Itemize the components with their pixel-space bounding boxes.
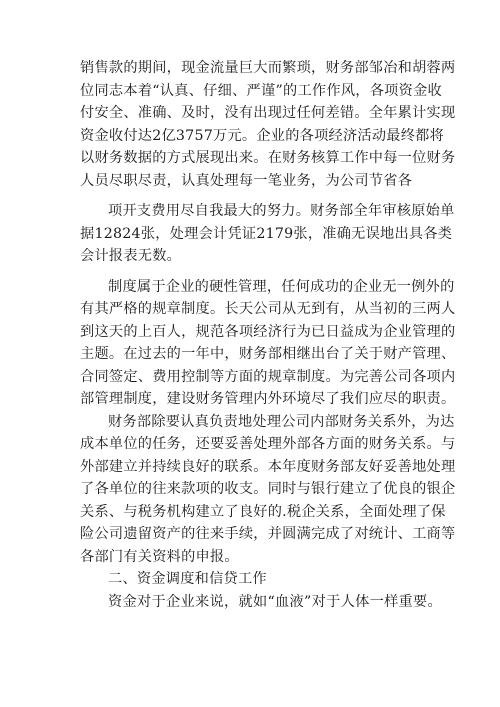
text-line: 关系、与税务机构建立了良好的.税企关系，全面处理了保 xyxy=(80,503,446,520)
paragraph-1 xyxy=(80,57,456,192)
paragraph-2 xyxy=(80,200,455,268)
text-line: 资金对于企业来说，就如“血液”对于人体一样重要。 xyxy=(108,593,442,610)
text-line: 制度属于企业的硬性管理，任何成功的企业无一例外的 xyxy=(108,278,455,295)
section-heading: 二、资金调度和信贷工作 xyxy=(108,571,267,587)
text-line: 成本单位的任务，还要妥善处理外部各方面的财务关系。与 xyxy=(80,436,456,452)
text-line: 部管理制度，建设财务管理内外环境尽了我们应尽的职责。 xyxy=(80,391,456,407)
text-line: 位同志本着“认真、仔细、严谨”的工作作风，各项资金收 xyxy=(80,82,442,99)
text-line: 据12824张，处理会计凭证2179张，准确无误地出具各类 xyxy=(80,225,453,242)
text-line: 了各单位的往来款项的收支。同时与银行建立了优良的银企 xyxy=(80,481,456,497)
text-line: 险公司遗留资产的往来手续，并圆满完成了对统计、工商等 xyxy=(80,526,456,542)
text-line: 外部建立并持续良好的联系。本年度财务部友好妥善地处理 xyxy=(80,458,456,475)
text-line: 项开支费用尽自我最大的努力。财务部全年审核原始单 xyxy=(108,203,455,219)
paragraph-3 xyxy=(80,276,456,411)
document-body xyxy=(80,57,456,613)
text-line: 会计报表无数。 xyxy=(80,248,182,264)
paragraph-4 xyxy=(80,411,456,569)
text-line: 以财务数据的方式展现出来。在财务核算工作中每一位财务 xyxy=(80,150,456,166)
text-line: 财务部除要认真负责地处理公司内部财务关系外，为达 xyxy=(108,413,455,430)
text-line: 付安全、准确、及时，没有出现过任何差错。全年累计实现 xyxy=(80,105,456,121)
text-line: 各部门有关资料的申报。 xyxy=(80,548,239,565)
text-line: 到这天的上百人，规范各项经济行为已日益成为企业管理的 xyxy=(80,323,456,340)
text-line: 有其严格的规章制度。长天公司从无到有，从当初的三两人 xyxy=(80,301,456,317)
paragraph-5 xyxy=(80,591,442,614)
text-line: 主题。在过去的一年中，财务部相继出台了关于财产管理、 xyxy=(80,346,456,362)
text-line: 销售款的期间，现金流量巨大而繁琐，财务部邹冶和胡蓉两 xyxy=(80,60,456,76)
text-line: 人员尽职尽责，认真处理每一笔业务，为公司节省各 xyxy=(80,172,413,189)
text-line: 合同签定、费用控制等方面的规章制度。为完善公司各项内 xyxy=(80,368,456,385)
text-line: 资金收付达2亿3757万元。企业的各项经济活动最终都将 xyxy=(80,127,445,144)
